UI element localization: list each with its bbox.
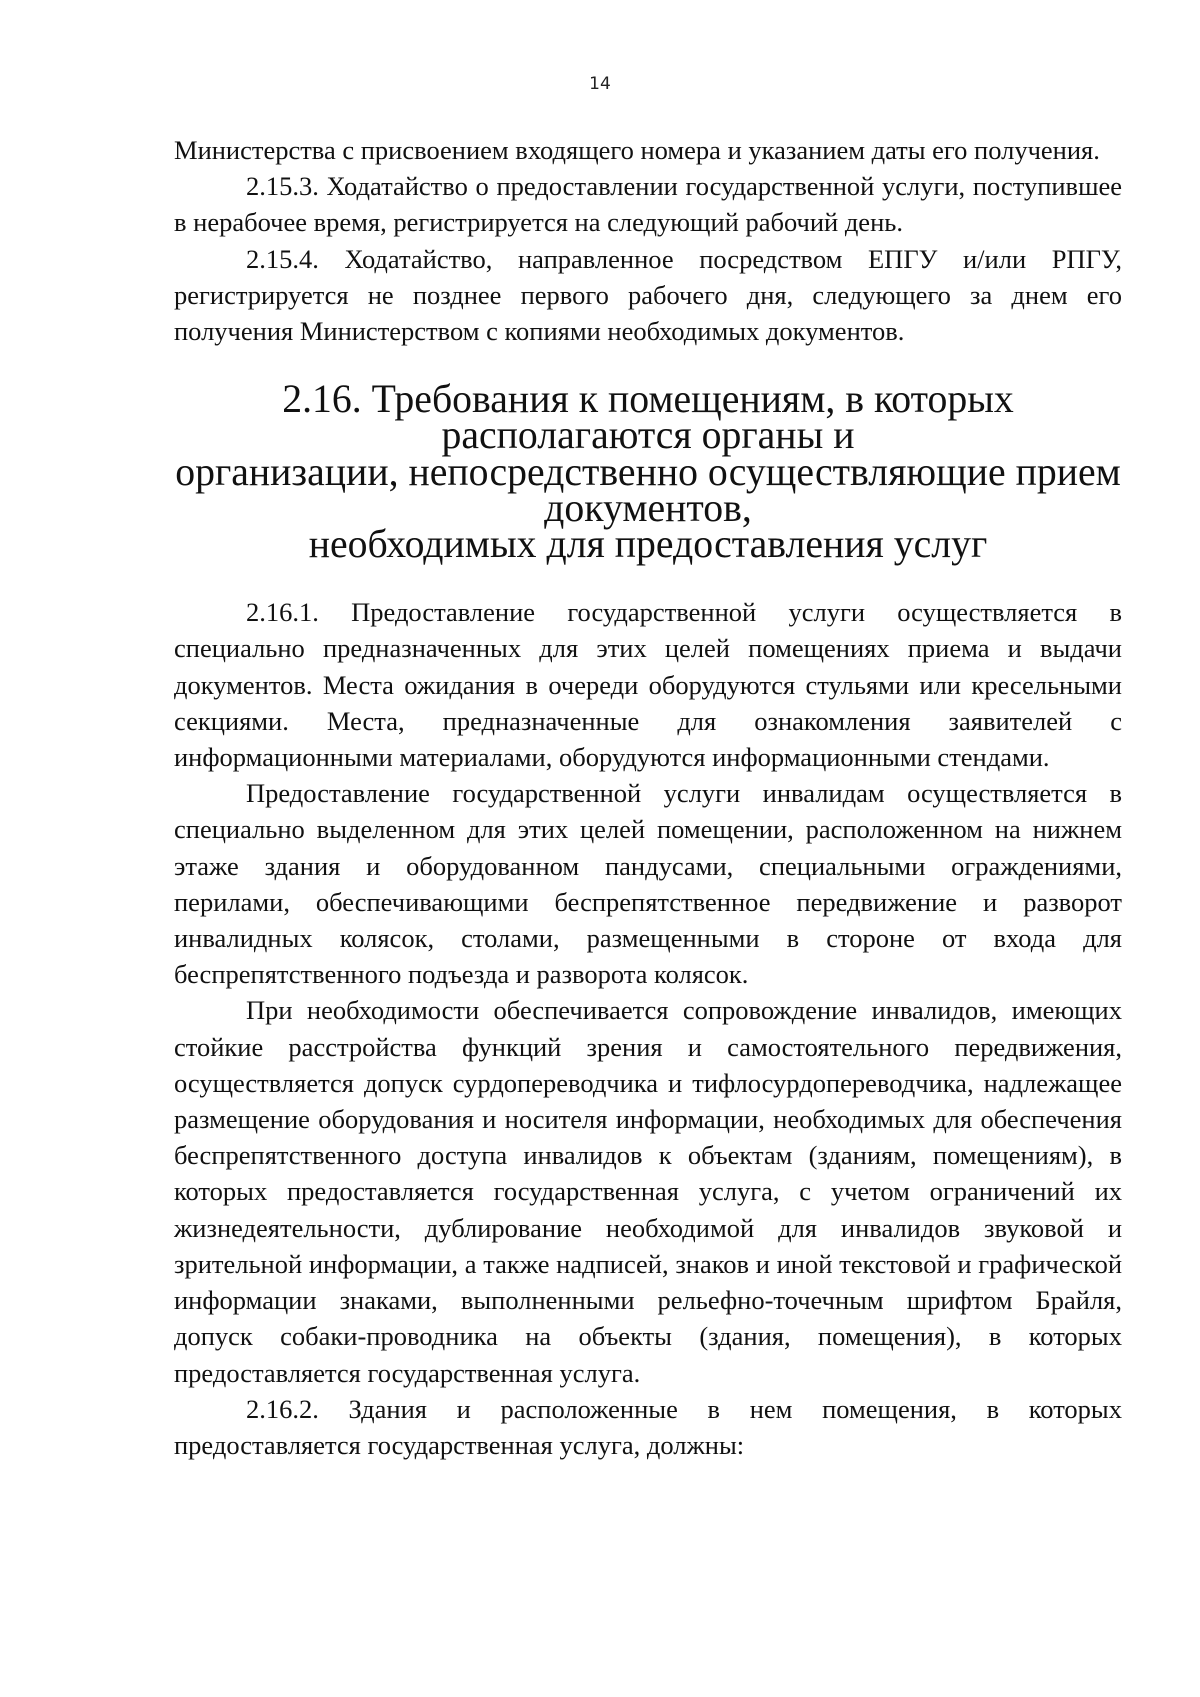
paragraph-disabled-assistance: При необходимости обеспечивается сопровождение инвалидов, имеющих стойкие расстройства функций зрения и самостоятельного передвижения, осуществляется допуск сурдопереводчика и тифлосурдопереводчика, надлежащее размещение оборудования и носителя информации, необходимых для обеспечения беспрепятственного доступа инвалидов к объектам (зданиям, помещениям), в которых предоставляется государственная услуга, с учетом ограничений их жизнедеятельности, дублирование необходимой для инвалидов звуковой и зрительной информации, а также надписей, знаков и иной текстовой и графической информации знаками, выполненными рельефно-точечным шрифтом Брайля, допуск собаки-проводника на объекты (здания, помещения), в которых предоставляется государственная услуга.	[174, 995, 1122, 1388]
page-number: 14	[589, 74, 611, 94]
paragraph-2-16-2: 2.16.2. Здания и расположенные в нем помещения, в которых предоставляется государственная услуга, должны:	[174, 1393, 1122, 1460]
document-body	[174, 132, 1122, 1463]
paragraph-2-15-4: 2.15.4. Ходатайство, направленное посредством ЕПГУ и/или РПГУ, регистрируется не позднее первого рабочего дня, следующего за днем его получения Министерством с копиями необходимых документов.	[174, 243, 1122, 347]
section-heading-line: необходимых для предоставления услуг	[308, 522, 988, 567]
paragraph-continuation: Министерства с присвоением входящего номера и указанием даты его получения.	[174, 135, 1100, 165]
paragraph-2-15-3: 2.15.3. Ходатайство о предоставлении государственной услуги, поступившее в нерабочее время, регистрируется на следующий рабочий день.	[174, 171, 1122, 238]
section-heading-line: 2.16. Требования к помещениям, в которых располагаются органы и	[282, 377, 1014, 458]
section-heading-2-16	[174, 349, 1122, 594]
paragraph-2-16-1: 2.16.1. Предоставление государственной услуги осуществляется в специально предназначенных для этих целей помещениях приема и выдачи документов. Места ожидания в очереди оборудуются стульями или кресельными секциями. Места, предназначенные для ознакомления заявителей с информационными материалами, оборудуются информационными стендами.	[174, 597, 1122, 773]
section-heading-line: организации, непосредственно осуществляющие прием документов,	[175, 449, 1121, 530]
paragraph-disabled-access: Предоставление государственной услуги инвалидам осуществляется в специально выделенном для этих целей помещении, расположенном на нижнем этаже здания и оборудованном пандусами, специальными ограждениями, перилами, обеспечивающими беспрепятственное передвижение и разворот инвалидных колясок, столами, размещенными в стороне от входа для беспрепятственного подъезда и разворота колясок.	[174, 778, 1122, 990]
